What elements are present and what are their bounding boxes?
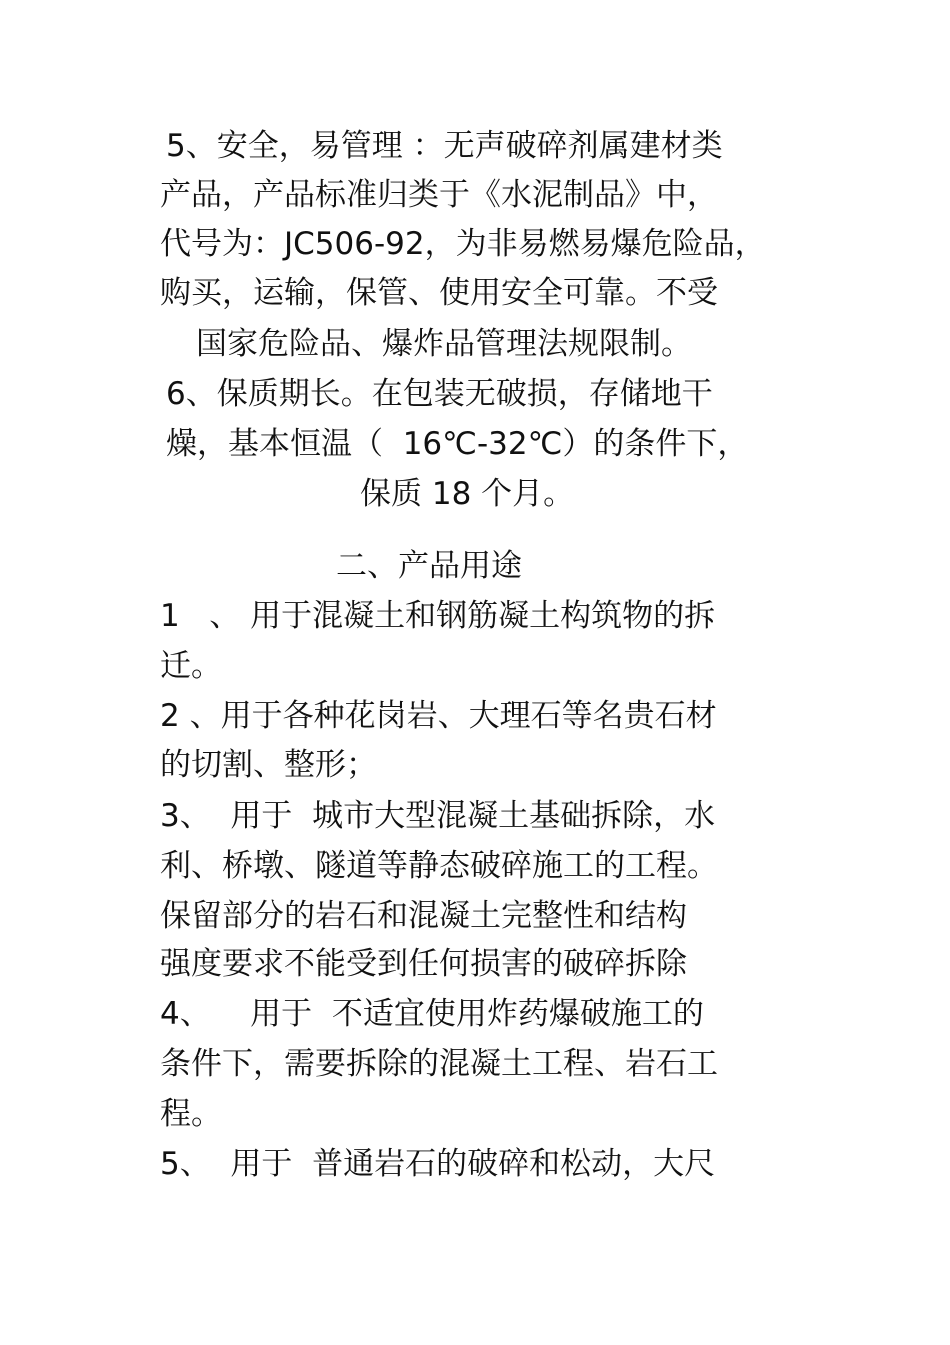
text-line: 程。 bbox=[160, 1096, 222, 1132]
text-line: 4、 用于 不适宜使用炸药爆破施工的 bbox=[160, 996, 704, 1032]
text-line: 1 、 用于混凝土和钢筋凝土构筑物的拆 bbox=[160, 598, 716, 634]
text-line: 的切割、整形； bbox=[160, 747, 377, 783]
text-line: 代号为：JC506-92，为非易燃易爆危险品， bbox=[160, 226, 766, 262]
text-line: 6、保质期长。在包装无破损，存储地干 bbox=[166, 376, 713, 412]
text-line: 强度要求不能受到任何损害的破碎拆除 bbox=[160, 946, 687, 982]
text-line: 3、 用于 城市大型混凝土基础拆除，水 bbox=[160, 798, 716, 834]
text-line: 国家危险品、爆炸品管理法规限制。 bbox=[196, 326, 692, 362]
section-heading: 二、产品用途 bbox=[336, 548, 522, 584]
text-line: 燥，基本恒温（ 16℃-32℃）的条件下， bbox=[166, 426, 749, 462]
text-line: 利、桥墩、隧道等静态破碎施工的工程。 bbox=[160, 848, 718, 884]
text-line: 购买，运输，保管、使用安全可靠。不受 bbox=[160, 275, 718, 311]
text-line: 产品，产品标准归类于《水泥制品》中， bbox=[160, 177, 718, 213]
text-line: 保质 18 个月。 bbox=[360, 476, 575, 512]
text-line: 条件下，需要拆除的混凝土工程、岩石工 bbox=[160, 1046, 718, 1082]
text-line: 保留部分的岩石和混凝土完整性和结构 bbox=[160, 898, 687, 934]
text-line: 5、安全，易管理 ：无声破碎剂属建材类 bbox=[166, 128, 723, 164]
text-line: 迁。 bbox=[160, 648, 222, 684]
text-line: 5、 用于 普通岩石的破碎和松动，大尺 bbox=[160, 1146, 716, 1182]
text-line: 2 、用于各种花岗岩、大理石等名贵石材 bbox=[160, 698, 717, 734]
